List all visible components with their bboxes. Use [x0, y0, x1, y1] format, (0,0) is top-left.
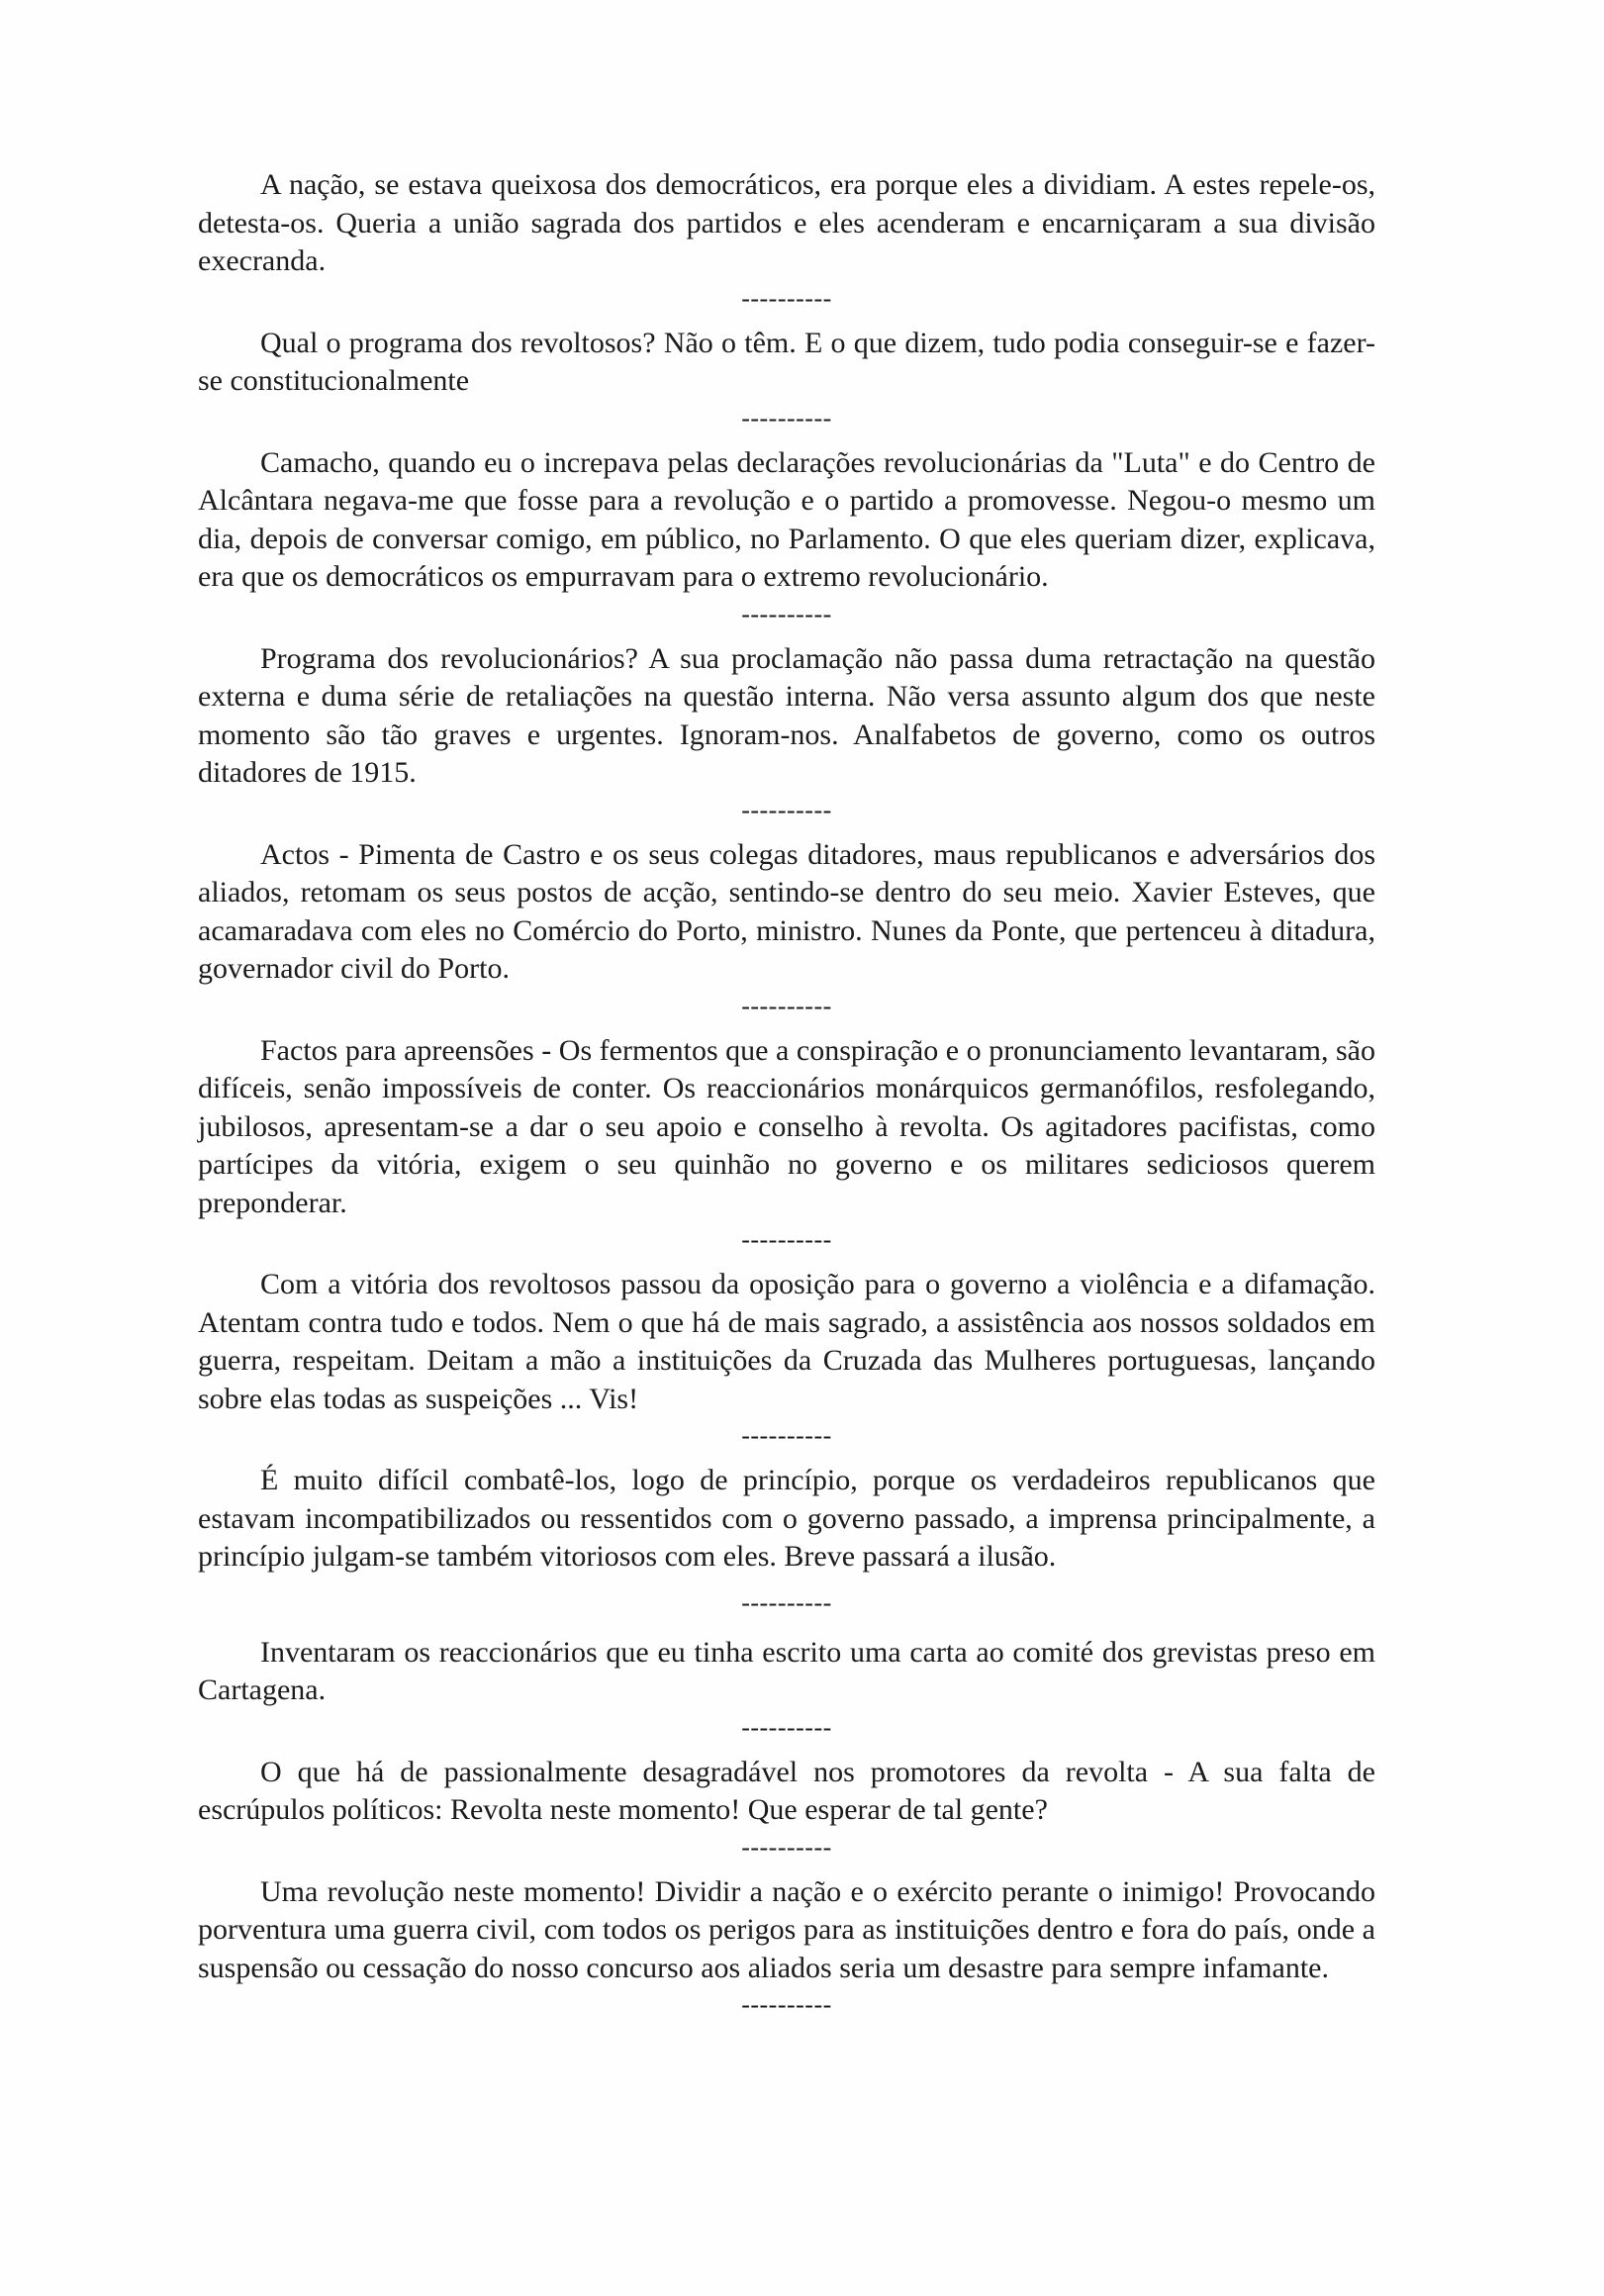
- separator: ----------: [741, 1225, 832, 1254]
- separator: ----------: [741, 1712, 832, 1742]
- paragraph: O que há de passionalmente desagradável nos promotores da revolta - A sua falta de escrúpulos políticos: Revolta neste momento! Que esperar de tal gente?: [198, 1755, 1375, 1826]
- separator: ----------: [741, 1421, 832, 1450]
- separator: ----------: [741, 1990, 832, 2019]
- paragraph: Factos para apreensões - Os fermentos que a conspiração e o pronunciamento levantaram, são difíceis, senão impossíveis de conter. Os reaccionários monárquicos germanófilos, resfolegando, jubilosos, apresentam-se a dar o seu apoio e conselho à revolta. Os agitadores pacifistas, como partícipes da vitória, exigem o seu quinhão no governo e os militares sediciosos querem preponderar.: [198, 1033, 1375, 1219]
- paragraph: Camacho, quando eu o increpava pelas declarações revolucionárias da "Luta" e do Centro de Alcântara negava-me que fosse para a revolução e o partido a promovesse. Negou-o mesmo um dia, depois de conversar comigo, em público, no Parlamento. O que eles queriam dizer, explicava, era que os democráticos os empurravam para o extremo revolucionário.: [198, 445, 1375, 593]
- separator: ----------: [741, 991, 832, 1020]
- paragraph: Uma revolução neste momento! Dividir a nação e o exército perante o inimigo! Provocando porventura uma guerra civil, com todos os perigos para as instituições dentro e fora do país, onde a suspensão ou cessação do nosso concurso aos aliados seria um desastre para sempre infamante.: [198, 1874, 1375, 1984]
- paragraph: Programa dos revolucionários? A sua proclamação não passa duma retractação na questão externa e duma série de retaliações na questão interna. Não versa assunto algum dos que neste momento são tão graves e urgentes. Ignoram-nos. Analfabetos de governo, como os outros ditadores de 1915.: [198, 641, 1375, 789]
- paragraph: A nação, se estava queixosa dos democráticos, era porque eles a dividiam. A estes repele-os, detesta-os. Queria a união sagrada dos partidos e eles acenderam e encarniçaram a sua divisão execranda.: [198, 168, 1375, 277]
- paragraph: Actos - Pimenta de Castro e os seus colegas ditadores, maus republicanos e adversários dos aliados, retomam os seus postos de acção, sentindo-se dentro do seu meio. Xavier Esteves, que acamaradava com eles no Comércio do Porto, ministro. Nunes da Ponte, que pertenceu à ditadura, governador civil do Porto.: [198, 837, 1375, 985]
- separator: ----------: [741, 1832, 832, 1862]
- paragraph: Qual o programa dos revoltosos? Não o têm. E o que dizem, tudo podia conseguir-se e fazer-se constitucionalmente: [198, 326, 1375, 397]
- paragraph: É muito difícil combatê-los, logo de princípio, porque os verdadeiros republicanos que estavam incompatibilizados ou ressentidos com o governo passado, a imprensa principalmente, a princípio julgam-se também vitoriosos com eles. Breve passará a ilusão.: [198, 1464, 1375, 1573]
- separator: ----------: [741, 1587, 832, 1617]
- paragraph: Inventaram os reaccionários que eu tinha escrito uma carta ao comité dos grevistas preso em Cartagena.: [198, 1635, 1375, 1706]
- separator: ----------: [741, 599, 832, 628]
- separator: ----------: [741, 795, 832, 824]
- separator: ----------: [741, 283, 832, 313]
- separator: ----------: [741, 403, 832, 432]
- paragraph: Com a vitória dos revoltosos passou da oposição para o governo a violência e a difamação. Atentam contra tudo e todos. Nem o que há de mais sagrado, a assistência aos nossos soldados em guerra, respeitam. Deitam a mão a instituições da Cruzada das Mulheres portuguesas, lançando sobre elas todas as suspeições ... Vis!: [198, 1268, 1375, 1415]
- document-body: [198, 166, 1375, 2031]
